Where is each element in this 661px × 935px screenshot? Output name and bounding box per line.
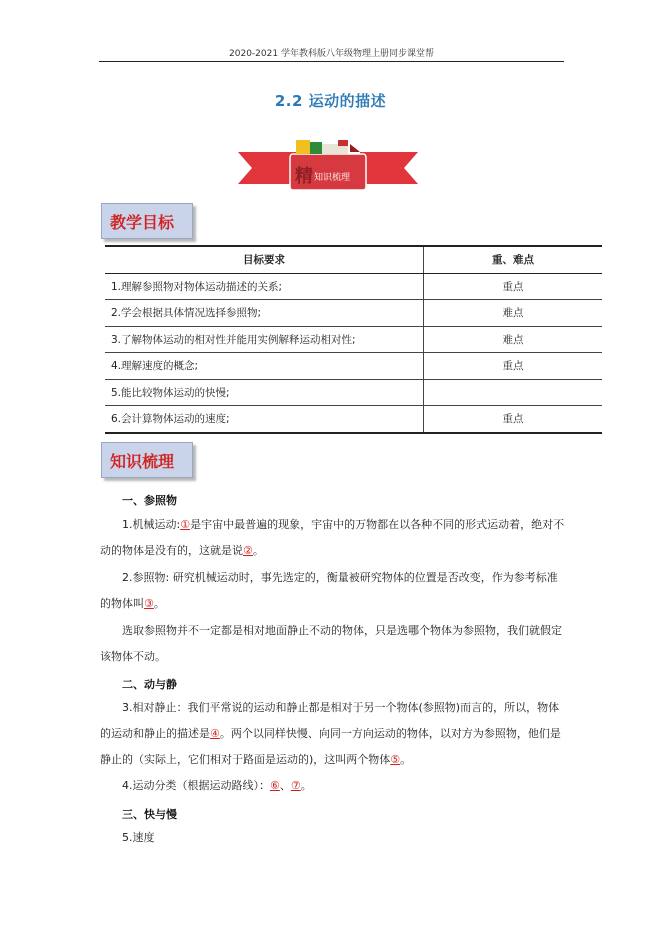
goal-cell: 1.理解参照物对物体运动描述的关系; [105, 273, 424, 300]
table-row [105, 353, 602, 380]
lesson-title: 2.2 运动的描述 [274, 92, 387, 110]
table-row [105, 300, 602, 327]
text: 。两个以同样快慢、向同一方向运动的物体，以对方为参照物，他们是静止的（实际上，它们相对于路面是运动的)，这叫两个物体 [100, 727, 561, 766]
text: 。 [300, 779, 312, 792]
blank-2: ② [243, 544, 253, 557]
level-cell: 重点 [424, 406, 603, 433]
level-cell: 重点 [424, 273, 603, 300]
level-cell: 难点 [424, 326, 603, 353]
level-cell [424, 379, 603, 406]
paragraph-reference-note: 选取参照物并不一定都是相对地面静止不动的物体，只是选哪个物体为参照物，我们就假定该物体不动。 [100, 624, 562, 663]
text: 3.相对静止：我们平常说的运动和静止都是相对于另一个物体(参照物)而言的，所以，物体的运动和静止的描述是 [100, 701, 560, 740]
blank-7: ⑦ [290, 779, 301, 792]
section-knowledge-label: 知识梳理 [110, 452, 175, 471]
paragraph-mechanical-motion [100, 512, 565, 564]
paragraph-relative-rest [100, 695, 565, 773]
section-teaching-goals [101, 203, 193, 239]
goal-cell: 2.学会根据具体情况选择参照物; [105, 300, 424, 327]
blank-4: ④ [210, 727, 220, 740]
goal-cell: 3.了解物体运动的相对性并能用实例解释运动相对性; [105, 326, 424, 353]
text: 是宇宙中最普遍的现象，宇宙中的万物都在以各种不同的形式运动着，绝对不动的物体是没有的，这就是说 [100, 518, 565, 557]
section-knowledge [101, 442, 193, 478]
heading-fast-slow: 三、快与慢 [122, 808, 177, 821]
table-row [105, 379, 602, 406]
text: 。 [400, 753, 412, 766]
goal-cell: 4.理解速度的概念; [105, 353, 424, 380]
paragraph-motion-types [100, 773, 565, 799]
table-row [105, 326, 602, 353]
table-row [105, 406, 602, 433]
col-header-level: 重、难点 [424, 246, 603, 273]
section-teaching-goals-label: 教学目标 [110, 213, 175, 232]
text: 1.机械运动: [122, 518, 181, 531]
paragraph-speed: 5.速度 [122, 831, 155, 844]
banner-label: 知识梳理 [314, 173, 351, 183]
col-header-goal: 目标要求 [105, 246, 424, 273]
level-cell: 重点 [424, 353, 603, 380]
blank-3: ③ [144, 597, 154, 610]
banner-char: 精 [295, 166, 313, 187]
page-header: 2020-2021 学年教科版八年级物理上册同步课堂帮 [229, 49, 434, 59]
heading-reference-object: 一、参照物 [122, 494, 177, 507]
goal-cell: 5.能比较物体运动的快慢; [105, 379, 424, 406]
text: 、 [279, 779, 291, 792]
section-banner [238, 140, 418, 196]
table-header-row [105, 246, 602, 273]
heading-motion-rest: 二、动与静 [122, 678, 177, 691]
text: 。 [153, 597, 165, 610]
header-rule [99, 61, 564, 62]
blank-5: ⑤ [390, 753, 401, 766]
text: 。 [252, 544, 264, 557]
level-cell: 难点 [424, 300, 603, 327]
goal-cell: 6.会计算物体运动的速度; [105, 406, 424, 433]
paragraph-reference [100, 565, 565, 617]
table-row [105, 273, 602, 300]
blank-6: ⑥ [270, 779, 280, 792]
text: 4.运动分类（根据运动路线）： [122, 779, 270, 792]
blank-1: ① [180, 518, 191, 531]
goals-table [105, 245, 602, 434]
text: 2.参照物: 研究机械运动时，事先选定的，衡量被研究物体的位置是否改变，作为参考标准的物体叫 [100, 571, 558, 610]
